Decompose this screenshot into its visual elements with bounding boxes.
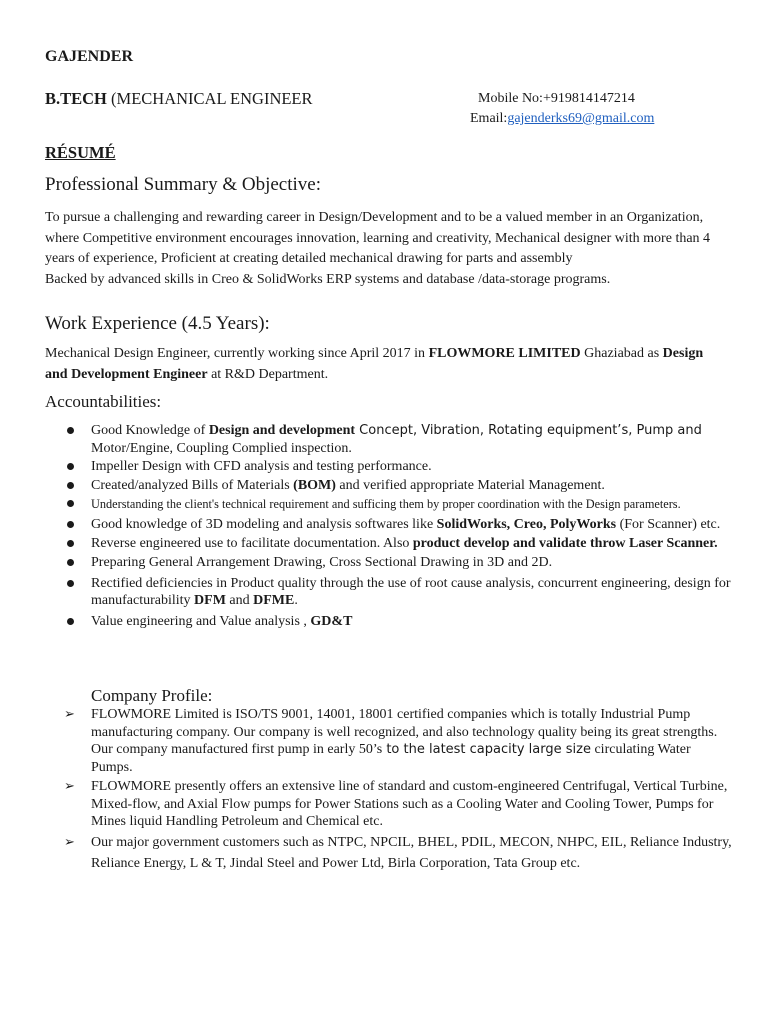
bullet-dot-icon bbox=[67, 618, 74, 625]
bullet-dot-icon bbox=[67, 427, 74, 434]
item-text: Impeller Design with CFD analysis and testing performance. bbox=[91, 459, 432, 474]
list-item bbox=[64, 477, 734, 495]
item-bold: GD&T bbox=[310, 613, 353, 629]
item-text: Our major government customers such as NTPC, NPCIL, BHEL, PDIL, MECON, NHPC, EIL, Reliance Industry, Reliance Energy, L & T, Jindal Steel and Power Ltd, Birla Corporation, Tata Group etc. bbox=[91, 834, 732, 871]
item-text: FLOWMORE Limited is ISO/TS 9001, 14001, 18001 certified companies which is totally Industrial Pump manufacturing company. Our company is well recognized, and also technology quality being its great strengths. Our company manufactured first pump in early 50’s bbox=[91, 707, 718, 757]
email-label: Email: bbox=[470, 111, 508, 126]
list-item bbox=[64, 458, 734, 476]
summary-skills-line: Backed by advanced skills in Creo & SolidWorks ERP systems and database /data-storage programs. bbox=[45, 271, 611, 287]
degree-abbrev: B.TECH bbox=[45, 89, 107, 108]
experience-paragraph bbox=[45, 344, 725, 385]
item-text-mid: and bbox=[225, 593, 254, 608]
accountabilities-heading: Accountabilities: bbox=[45, 392, 162, 411]
company-profile-list bbox=[64, 706, 734, 876]
item-text-line2: Motor/Engine, Coupling Complied inspection. bbox=[91, 440, 352, 456]
item-bold: (BOM) bbox=[293, 477, 336, 493]
item-text: Rectified deficiencies in Product quality through the use of root cause analysis, concurrent engineering, design for manufacturability bbox=[91, 575, 731, 608]
list-item bbox=[64, 832, 734, 874]
item-text: Value engineering and Value analysis , bbox=[91, 613, 311, 629]
item-text: Reverse engineered use to facilitate documentation. Also bbox=[91, 535, 413, 551]
job-role: Design and Development Engineer bbox=[45, 346, 704, 382]
bullet-dot-icon bbox=[67, 521, 74, 528]
experience-text: Mechanical Design Engineer, currently working since April 2017 in bbox=[45, 346, 429, 361]
company-name: FLOWMORE LIMITED bbox=[428, 346, 581, 361]
arrow-bullet-icon: ➢ bbox=[64, 707, 75, 722]
degree-field: (MECHANICAL ENGINEER bbox=[106, 89, 313, 108]
item-text-post: and verified appropriate Material Management. bbox=[335, 477, 605, 493]
item-bold: Design and development bbox=[208, 423, 356, 438]
email-link[interactable]: gajenderks69@gmail.com bbox=[507, 111, 655, 126]
list-item bbox=[64, 422, 734, 457]
experience-heading: Work Experience (4.5 Years): bbox=[45, 313, 270, 334]
item-text: Created/analyzed Bills of Materials bbox=[91, 477, 294, 493]
bullet-dot-icon bbox=[67, 463, 74, 470]
summary-paragraph: To pursue a challenging and rewarding career in Design/Development and to be a valued member in an Organization, where Competitive environment encourages innovation, learning and creativity, Mechanical designer with more than 4 years of experience, Proficient at creating detailed mechanical drawing for parts and assembly bbox=[45, 210, 711, 266]
item-text: FLOWMORE presently offers an extensive line of standard and custom-engineered Centrifugal, Vertical Turbine, Mixed-flow, and Axial Flow pumps for Power Stations such as a Cooling Water and Cooling Tower, Pumps for Mines liquid Handling Petroleum and Chemical etc. bbox=[91, 779, 728, 829]
summary-section bbox=[45, 208, 725, 290]
experience-text-dept: at R&D Department. bbox=[207, 366, 329, 382]
list-item bbox=[64, 706, 734, 776]
list-item bbox=[64, 778, 734, 831]
item-text-sans: to the latest capacity large size bbox=[382, 742, 591, 757]
item-text: Good knowledge of 3D modeling and analysis softwares like bbox=[91, 517, 437, 532]
list-item bbox=[64, 613, 734, 631]
item-text-sans: Concept, Vibration, Rotating equipment’s, Pump and bbox=[355, 423, 702, 438]
resume-title: RÉSUMÉ bbox=[45, 143, 116, 162]
item-text: Preparing General Arrangement Drawing, Cross Sectional Drawing in 3D and 2D. bbox=[91, 555, 553, 570]
item-text: Good Knowledge of bbox=[91, 423, 209, 438]
company-profile-heading: Company Profile: bbox=[91, 686, 213, 705]
experience-text-location: Ghaziabad as bbox=[580, 346, 663, 361]
item-text-end: circulating Water Pumps. bbox=[91, 742, 691, 775]
list-item bbox=[64, 516, 734, 534]
bullet-dot-icon bbox=[67, 482, 74, 489]
accountabilities-list bbox=[64, 422, 734, 631]
item-bold: SolidWorks, Creo, PolyWorks bbox=[436, 517, 617, 532]
mobile-number: Mobile No:+919814147214 bbox=[478, 91, 635, 106]
item-text-end: . bbox=[294, 593, 298, 608]
email-line bbox=[470, 111, 654, 127]
item-bold-2: DFME bbox=[253, 593, 295, 608]
arrow-bullet-icon: ➢ bbox=[64, 779, 75, 794]
bullet-dot-icon bbox=[67, 559, 74, 566]
item-bold: DFM bbox=[194, 593, 226, 608]
bullet-dot-icon bbox=[67, 500, 74, 507]
list-item bbox=[64, 575, 734, 610]
bullet-dot-icon bbox=[67, 580, 74, 587]
item-text: Understanding the client's technical requirement and sufficing them by proper coordination with the Design parameters. bbox=[91, 497, 681, 511]
arrow-bullet-icon: ➢ bbox=[64, 834, 75, 850]
item-text-post: (For Scanner) etc. bbox=[616, 517, 721, 532]
bullet-dot-icon bbox=[67, 540, 74, 547]
list-item bbox=[64, 554, 734, 572]
list-item bbox=[64, 495, 734, 513]
list-item bbox=[64, 535, 734, 553]
candidate-name: GAJENDER bbox=[45, 48, 134, 65]
degree-line bbox=[45, 89, 313, 109]
item-bold: product develop and validate throw Laser Scanner. bbox=[412, 535, 718, 551]
summary-heading: Professional Summary & Objective: bbox=[45, 174, 321, 195]
